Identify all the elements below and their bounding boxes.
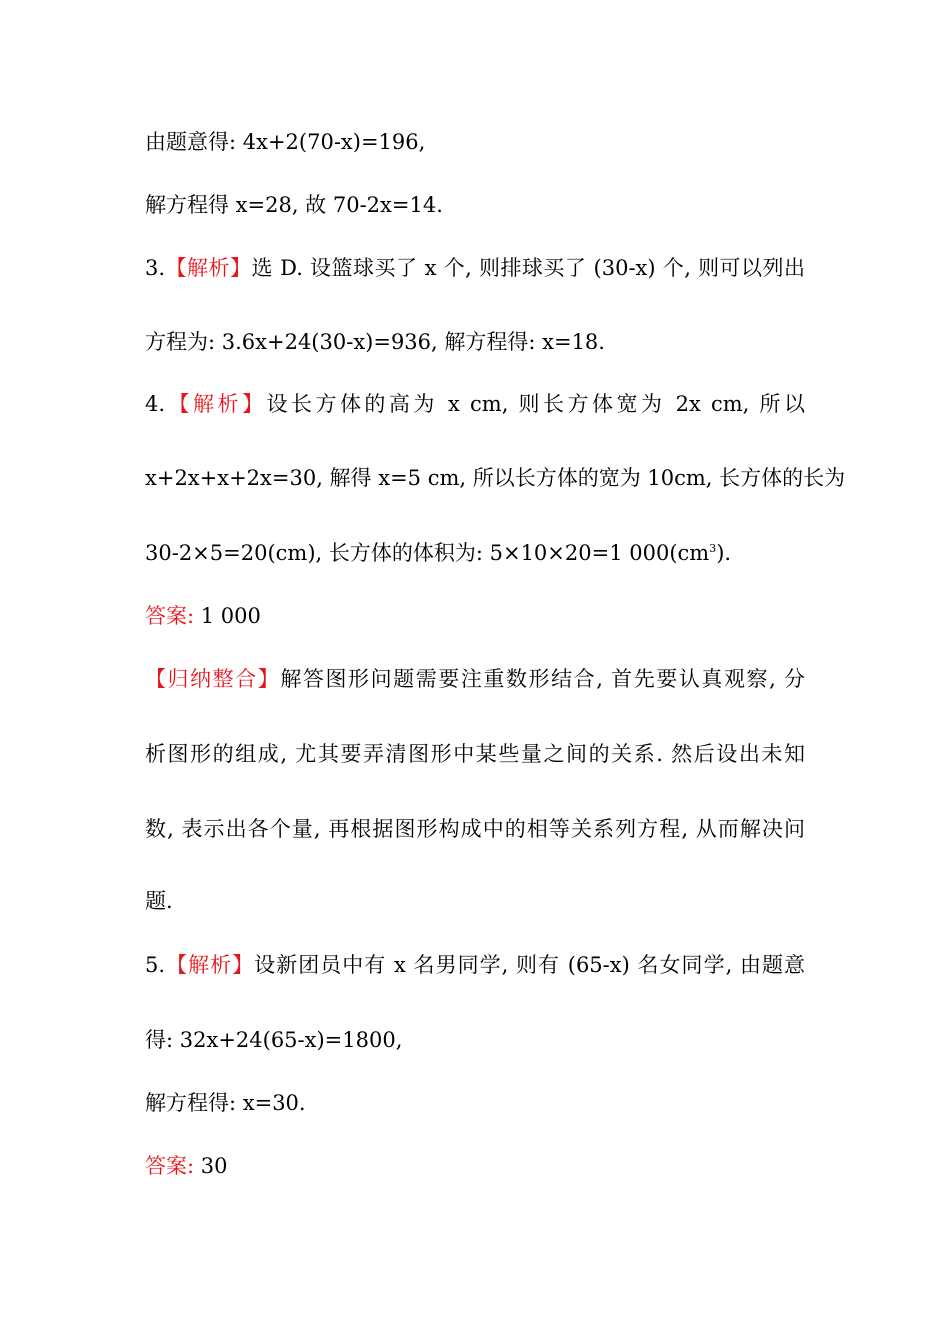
answer-value: 1 000 bbox=[200, 604, 261, 628]
summary-line-2: 析图形的组成, 尤其要弄清图形中某些量之间的关系. 然后设出未知 bbox=[145, 742, 805, 766]
answer-line-4 bbox=[145, 603, 261, 629]
problem-3-analysis bbox=[145, 255, 805, 281]
analysis-tag: 【解析】 bbox=[165, 392, 267, 416]
summary-line-1 bbox=[145, 666, 805, 692]
summary-line-3: 数, 表示出各个量, 再根据图形构成中的相等关系列方程, 从而解决问 bbox=[145, 817, 805, 841]
solution-line-2: 解方程得 x=28, 故 70-2x=14. bbox=[145, 193, 443, 217]
summary-text: 解答图形问题需要注重数形结合, 首先要认真观察, 分 bbox=[280, 667, 805, 691]
solution-line-4: 方程为: 3.6x+24(30-x)=936, 解方程得: x=18. bbox=[145, 330, 605, 354]
problem-number: 4. bbox=[145, 392, 166, 416]
analysis-tag: 【解析】 bbox=[165, 953, 255, 977]
cubic-superscript: 3 bbox=[709, 542, 717, 555]
analysis-text: 设新团员中有 x 名男同学, 则有 (65-x) 名女同学, 由题意 bbox=[254, 953, 806, 977]
problem-4-analysis bbox=[145, 391, 805, 417]
analysis-text: 设长方体的高为 x cm, 则长方体宽为 2x cm, 所以 bbox=[266, 392, 805, 416]
problem-number: 5. bbox=[145, 953, 166, 977]
problem-number: 3. bbox=[145, 256, 166, 280]
solution-line-15: 解方程得: x=30. bbox=[145, 1091, 306, 1115]
summary-tag: 【归纳整合】 bbox=[145, 667, 281, 691]
answer-label: 答案: bbox=[145, 1154, 195, 1178]
summary-line-4: 题. bbox=[145, 889, 173, 913]
volume-text-end: ). bbox=[716, 541, 732, 565]
analysis-text: 选 D. 设篮球买了 x 个, 则排球买了 (30-x) 个, 则可以列出 bbox=[251, 256, 806, 280]
analysis-tag: 【解析】 bbox=[165, 256, 252, 280]
solution-line-6: x+2x+x+2x=30, 解得 x=5 cm, 所以长方体的宽为 10cm, 长方体的长为 bbox=[145, 466, 846, 490]
answer-value: 30 bbox=[200, 1154, 228, 1178]
problem-5-analysis bbox=[145, 952, 805, 978]
solution-line-14: 得: 32x+24(65-x)=1800, bbox=[145, 1028, 403, 1052]
solution-line-1: 由题意得: 4x+2(70-x)=196, bbox=[145, 130, 426, 154]
solution-line-7 bbox=[145, 540, 731, 566]
volume-text: 30-2×5=20(cm), 长方体的体积为: 5×10×20=1 000(cm bbox=[145, 541, 710, 565]
answer-label: 答案: bbox=[145, 604, 195, 628]
answer-line-5 bbox=[145, 1153, 228, 1179]
